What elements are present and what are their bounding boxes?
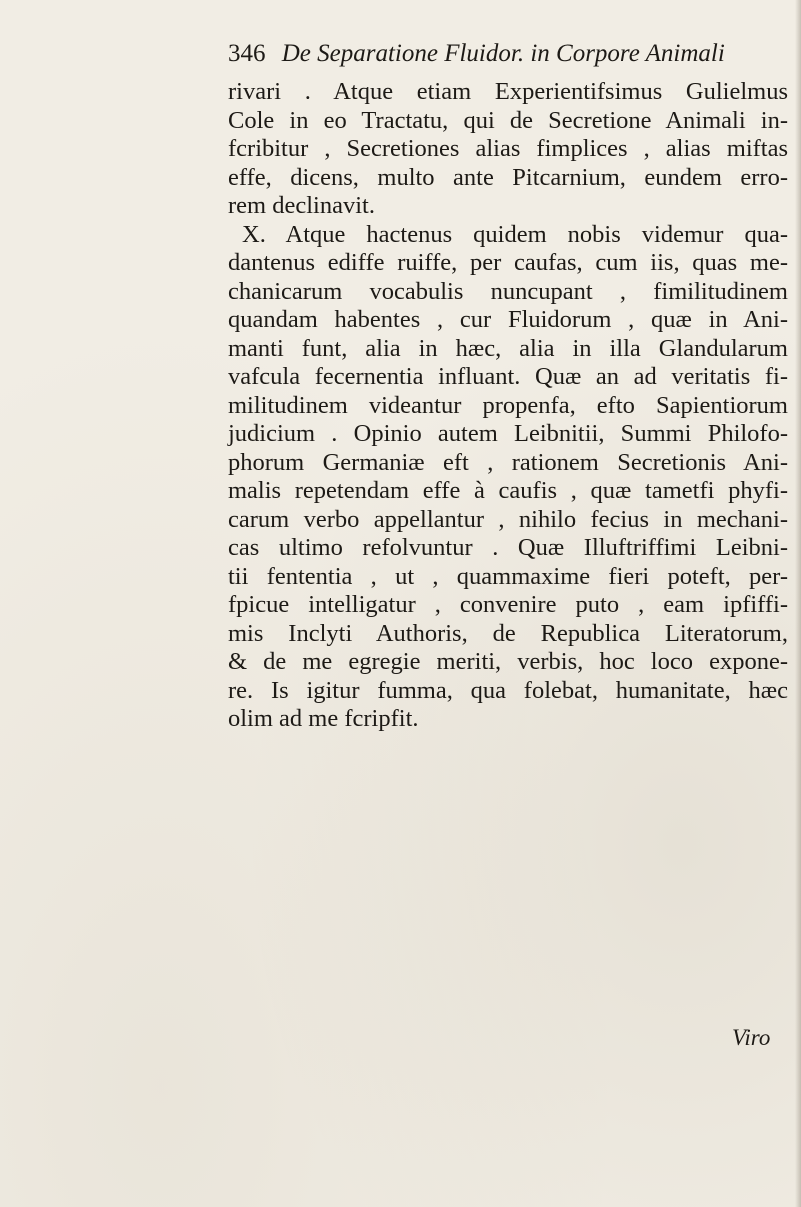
text-line: quandam habentes , cur Fluidorum , quæ in Ani- xyxy=(228,306,788,333)
body-text xyxy=(228,78,788,734)
text-line: fpicue intelligatur , convenire puto , eam ipfiffi- xyxy=(228,591,788,618)
text-line: manti funt, alia in hæc, alia in illa Glandularum xyxy=(228,334,788,362)
text-line: & de me egregie meriti, verbis, hoc loco expone- xyxy=(228,648,788,675)
text-line: effe, dicens, multo ante Pitcarnium, eundem erro- xyxy=(228,163,788,191)
running-title: De Separatione Fluidor. in Corpore Animali xyxy=(281,40,725,67)
text-line: militudinem videantur propenfa, efto Sapientiorum xyxy=(228,391,788,419)
running-head xyxy=(228,40,788,80)
text-line: judicium . Opinio autem Leibnitii, Summi Philofo- xyxy=(228,420,788,447)
text-line: mis Inclyti Authoris, de Republica Literatorum, xyxy=(228,619,788,647)
text-line: phorum Germaniæ eft , rationem Secretionis Ani- xyxy=(228,448,788,476)
paragraph-start-line: X. Atque hactenus quidem nobis videmur qua- xyxy=(242,220,788,248)
text-line: olim ad me fcripfit. xyxy=(228,705,419,732)
catchword: Viro xyxy=(732,1025,771,1050)
text-line: malis repetendam effe à caufis , quæ tametfi phyfi- xyxy=(228,477,788,504)
text-line: re. Is igitur fumma, qua folebat, humanitate, hæc xyxy=(228,676,788,704)
text-line: fcribitur , Secretiones alias fimplices , alias miftas xyxy=(228,135,788,162)
text-line: chanicarum vocabulis nuncupant , fimilitudinem xyxy=(228,277,788,305)
text-line: rem declinavit. xyxy=(228,192,375,219)
text-line: dantenus ediffe ruiffe, per caufas, cum iis, quas me- xyxy=(228,249,788,276)
text-line: carum verbo appellantur , nihilo fecius in mechani- xyxy=(228,505,788,533)
text-line: tii fententia , ut , quammaxime fieri poteft, per- xyxy=(228,562,788,590)
text-line: rivari . Atque etiam Experientifsimus Gulielmus xyxy=(228,78,788,105)
text-line: cas ultimo refolvuntur . Quæ Illuftriffimi Leibni- xyxy=(228,534,788,561)
page-number: 346 xyxy=(228,40,266,67)
text-line: Cole in eo Tractatu, qui de Secretione Animali in- xyxy=(228,106,788,134)
page-edge-shadow xyxy=(795,0,801,1207)
text-line: vafcula fecernentia influant. Quæ an ad veritatis fi- xyxy=(228,363,788,390)
